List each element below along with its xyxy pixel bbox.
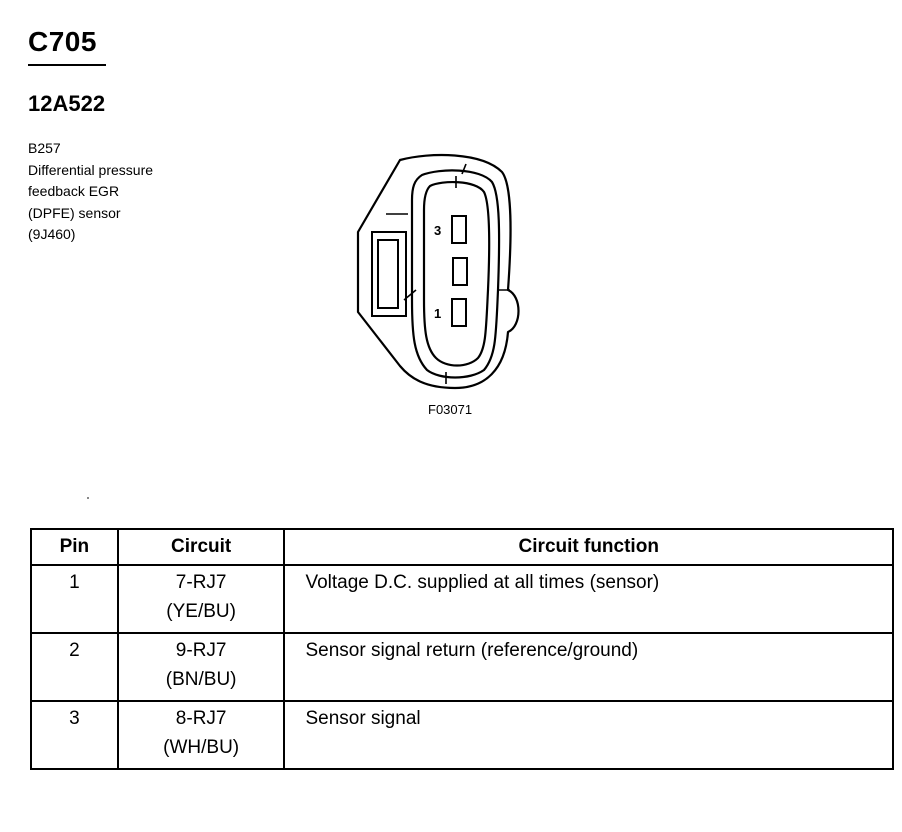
header-circuit: Circuit xyxy=(118,529,285,565)
circuit-cell xyxy=(118,633,285,701)
circuit-number: 8-RJ7 xyxy=(175,708,227,729)
component-name-line-2: feedback EGR xyxy=(28,183,120,200)
circuit-cell xyxy=(118,565,285,633)
component-name-line-3: (DPFE) sensor xyxy=(28,204,121,221)
pinout-table xyxy=(30,528,894,770)
wire-color: (YE/BU) xyxy=(166,601,236,622)
component-code: B257 xyxy=(28,140,61,156)
wire-color: (BN/BU) xyxy=(165,669,237,690)
table-row xyxy=(31,565,893,633)
circuit-function: Sensor signal xyxy=(284,701,893,769)
circuit-number: 9-RJ7 xyxy=(175,640,227,661)
wire-color: (WH/BU) xyxy=(163,737,240,758)
circuit-function: Voltage D.C. supplied at all times (sensor) xyxy=(284,565,893,633)
component-part-number: (9J460) xyxy=(28,226,76,243)
pin-label-3: 3 xyxy=(434,223,442,238)
connector-id: C705 xyxy=(28,26,97,57)
pin-3-terminal xyxy=(452,216,466,243)
component-name-line-1: Differential pressure xyxy=(28,161,154,178)
circuit-function: Sensor signal return (reference/ground) xyxy=(284,633,893,701)
pin-number: 2 xyxy=(31,633,118,701)
circuit-number: 7-RJ7 xyxy=(175,572,227,593)
table-row xyxy=(31,701,893,769)
connector-id-underline xyxy=(28,64,106,66)
pin-2-terminal xyxy=(453,258,467,285)
figure-id: F03071 xyxy=(428,402,473,417)
pin-number: 3 xyxy=(31,701,118,769)
circuit-cell xyxy=(118,701,285,769)
scan-speck xyxy=(87,497,89,499)
pin-number: 1 xyxy=(31,565,118,633)
harness-id: 12A522 xyxy=(28,91,106,116)
pin-1-terminal xyxy=(452,299,466,326)
connector-locking-tab-inner xyxy=(378,240,398,308)
connector-face-diagram xyxy=(340,150,530,395)
table-row xyxy=(31,633,893,701)
header-pin: Pin xyxy=(31,529,118,565)
pin-label-1: 1 xyxy=(434,306,442,321)
table-header-row xyxy=(31,529,893,565)
header-circuit-function: Circuit function xyxy=(284,529,893,565)
component-description xyxy=(28,138,153,246)
